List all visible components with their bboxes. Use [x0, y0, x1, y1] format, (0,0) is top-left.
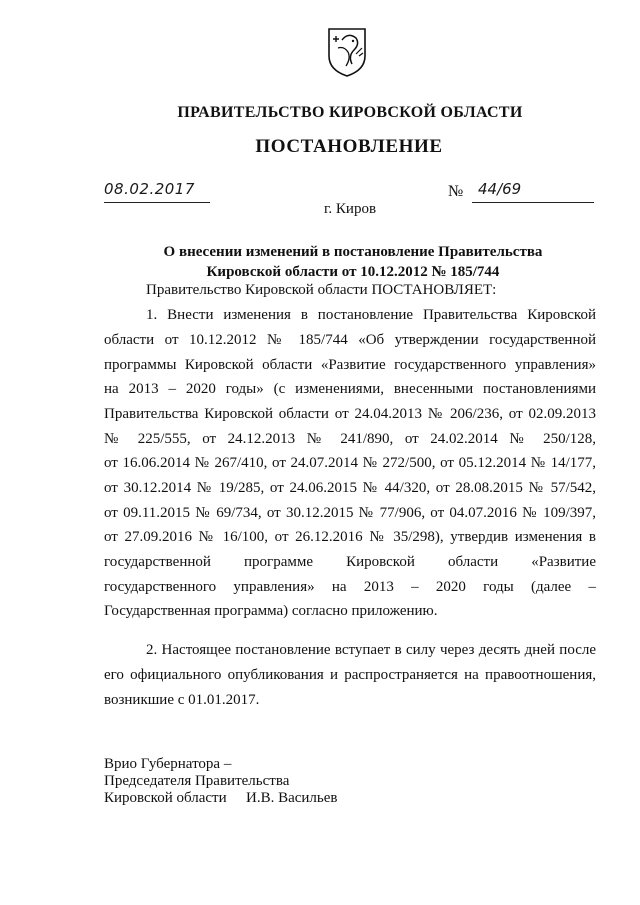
- signature-title: Врио Губернатора –: [104, 756, 232, 772]
- paragraph-line: 2. Настоящее постановление вступает в силу через десять дней после: [146, 642, 596, 658]
- document-type: ПОСТАНОВЛЕНИЕ: [255, 136, 443, 157]
- paragraph-line: Государственная программа) согласно приложению.: [104, 603, 438, 619]
- paragraph-line: программы Кировской области «Развитие государственного управления»: [104, 357, 596, 373]
- paragraph-line: № 225/555, от 24.12.2013 № 241/890, от 24.02.2014 № 250/128,: [104, 431, 596, 447]
- subject-line: Кировской области от 10.12.2012 № 185/744: [206, 264, 500, 280]
- number-label: №: [448, 183, 464, 200]
- city: г. Киров: [323, 201, 377, 217]
- signature-name: И.В. Васильев: [246, 790, 338, 806]
- paragraph-line: от 30.12.2014 № 19/285, от 24.06.2015 № 44/320, от 28.08.2015 № 57/542,: [104, 480, 596, 496]
- government-title: ПРАВИТЕЛЬСТВО КИРОВСКОЙ ОБЛАСТИ: [177, 104, 523, 121]
- coat-of-arms-icon: [326, 26, 368, 78]
- paragraph-line: на 2013 – 2020 годы» (с изменениями, внесенными постановлениями: [104, 381, 596, 397]
- paragraph-line: 1. Внести изменения в постановление Правительства Кировской: [146, 307, 596, 323]
- paragraph-line: Правительства Кировской области от 24.04.2013 № 206/236, от 02.09.2013: [104, 406, 596, 422]
- paragraph-line: государственного управления» на 2013 – 2020 годы (далее –: [104, 579, 596, 595]
- paragraph-line: от 27.09.2016 № 16/100, от 26.12.2016 № 35/298), утвердив изменения в: [104, 529, 596, 545]
- paragraph-line: государственной программе Кировской области «Развитие: [104, 554, 596, 570]
- paragraph-line: от 16.06.2014 № 267/410, от 24.07.2014 № 272/500, от 05.12.2014 № 14/177,: [104, 455, 596, 471]
- paragraph-line: его официального опубликования и распространяется на правоотношения,: [104, 667, 596, 683]
- paragraph-line: области от 10.12.2012 № 185/744 «Об утверждении государственной: [104, 332, 596, 348]
- document-subject: [0, 242, 640, 282]
- paragraph-line: от 09.11.2015 № 69/734, от 30.12.2015 № 77/906, от 04.07.2016 № 109/397,: [104, 505, 596, 521]
- document-number: 44/69: [478, 180, 522, 198]
- subject-line: О внесении изменений в постановление Правительства: [163, 244, 543, 260]
- paragraph-line: возникшие с 01.01.2017.: [104, 692, 260, 708]
- signature-org: Кировской области: [104, 790, 227, 806]
- signature-title: Председателя Правительства: [104, 773, 290, 789]
- document-date: 08.02.2017: [104, 180, 195, 198]
- intro-text: Правительство Кировской области ПОСТАНОВЛЯЕТ:: [146, 282, 497, 298]
